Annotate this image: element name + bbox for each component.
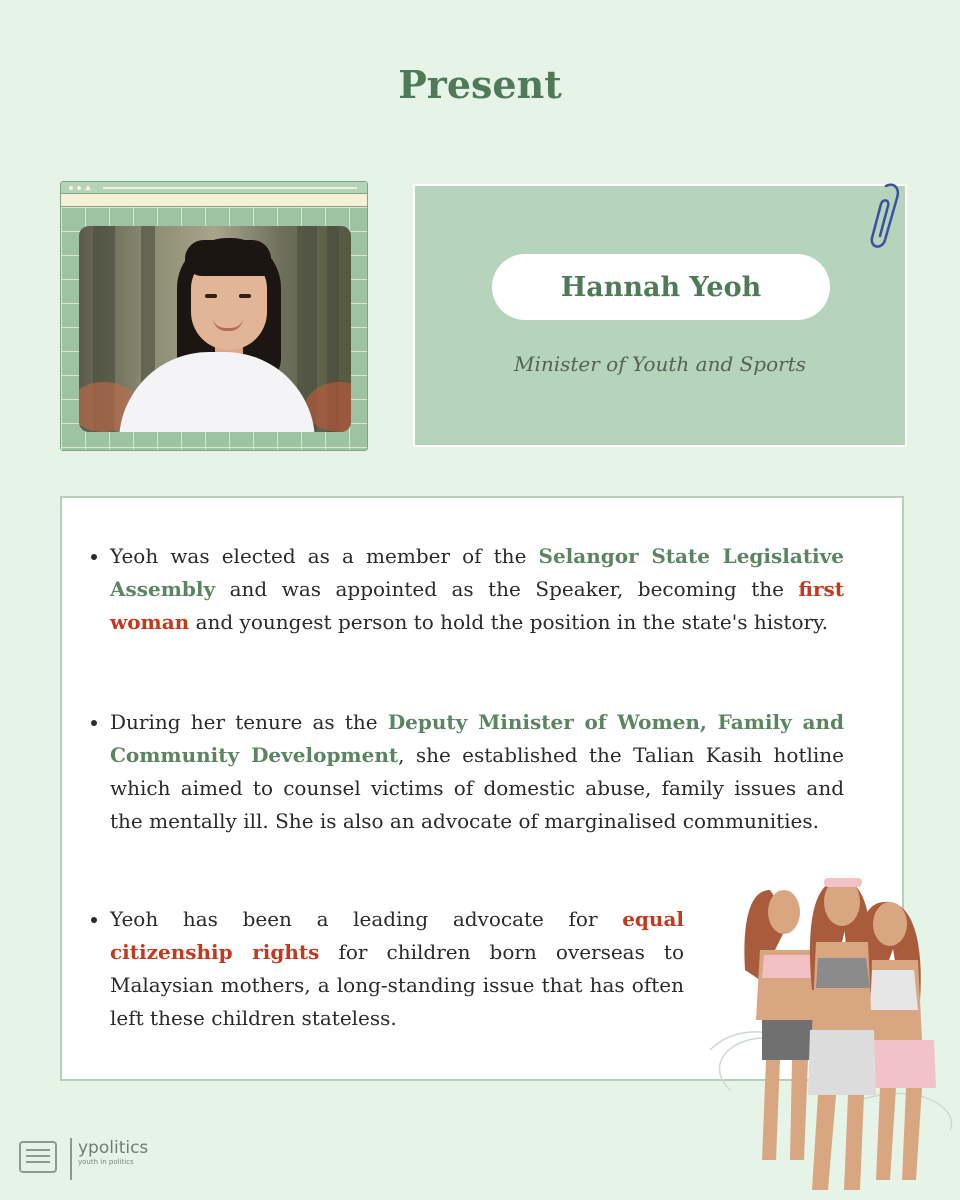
window-strip (61, 194, 367, 207)
window-dot-icon (69, 186, 73, 190)
brand-logo (18, 1138, 148, 1180)
window-triangle-icon (85, 185, 91, 190)
paperclip-icon (866, 178, 902, 258)
window-titlebar (61, 182, 367, 194)
bullet-point (110, 903, 684, 1035)
portrait-photo (79, 226, 351, 432)
window-dot-icon (77, 186, 81, 190)
bullet-text: and was appointed as the Speaker, becoming the (215, 577, 799, 601)
logo-divider (70, 1138, 72, 1180)
bullet-text: for children born overseas to Malaysian mothers, a long-standing issue that has often left these children stateless. (110, 940, 684, 1030)
name-pill (492, 254, 830, 320)
highlight-red-text: equal citizenship rights (110, 907, 684, 964)
brand-tagline: youth in politics (78, 1158, 134, 1166)
brand-name: ypolitics (78, 1138, 149, 1158)
photo-frame (60, 181, 368, 451)
highlight-green-text: Selangor State Legislative Assembly (110, 544, 844, 601)
bullet-point (110, 706, 844, 838)
ypolitics-logo-icon (18, 1138, 60, 1178)
bullet-text: During her tenure as the (110, 710, 388, 734)
bullet-point (110, 540, 844, 639)
highlight-green-text: Deputy Minister of Women, Family and Community Development (110, 710, 844, 767)
person-name: Hannah Yeoh (560, 271, 762, 303)
bullet-text: , she established the Talian Kasih hotline which aimed to counsel victims of domestic abuse, family issues and the mentally ill. She is also an advocate of marginalised communities. (110, 743, 844, 833)
three-women-illustration (700, 860, 960, 1200)
bullet-text: Yeoh was elected as a member of the (110, 544, 539, 568)
window-address-line (103, 187, 357, 189)
bullet-text: Yeoh has been a leading advocate for (110, 907, 623, 931)
name-card (413, 184, 907, 447)
bullet-text: and youngest person to hold the position in the state's history. (189, 610, 829, 634)
highlight-red-text: first woman (110, 577, 844, 634)
person-role: Minister of Youth and Sports (513, 352, 807, 376)
page-title: Present (398, 62, 562, 107)
